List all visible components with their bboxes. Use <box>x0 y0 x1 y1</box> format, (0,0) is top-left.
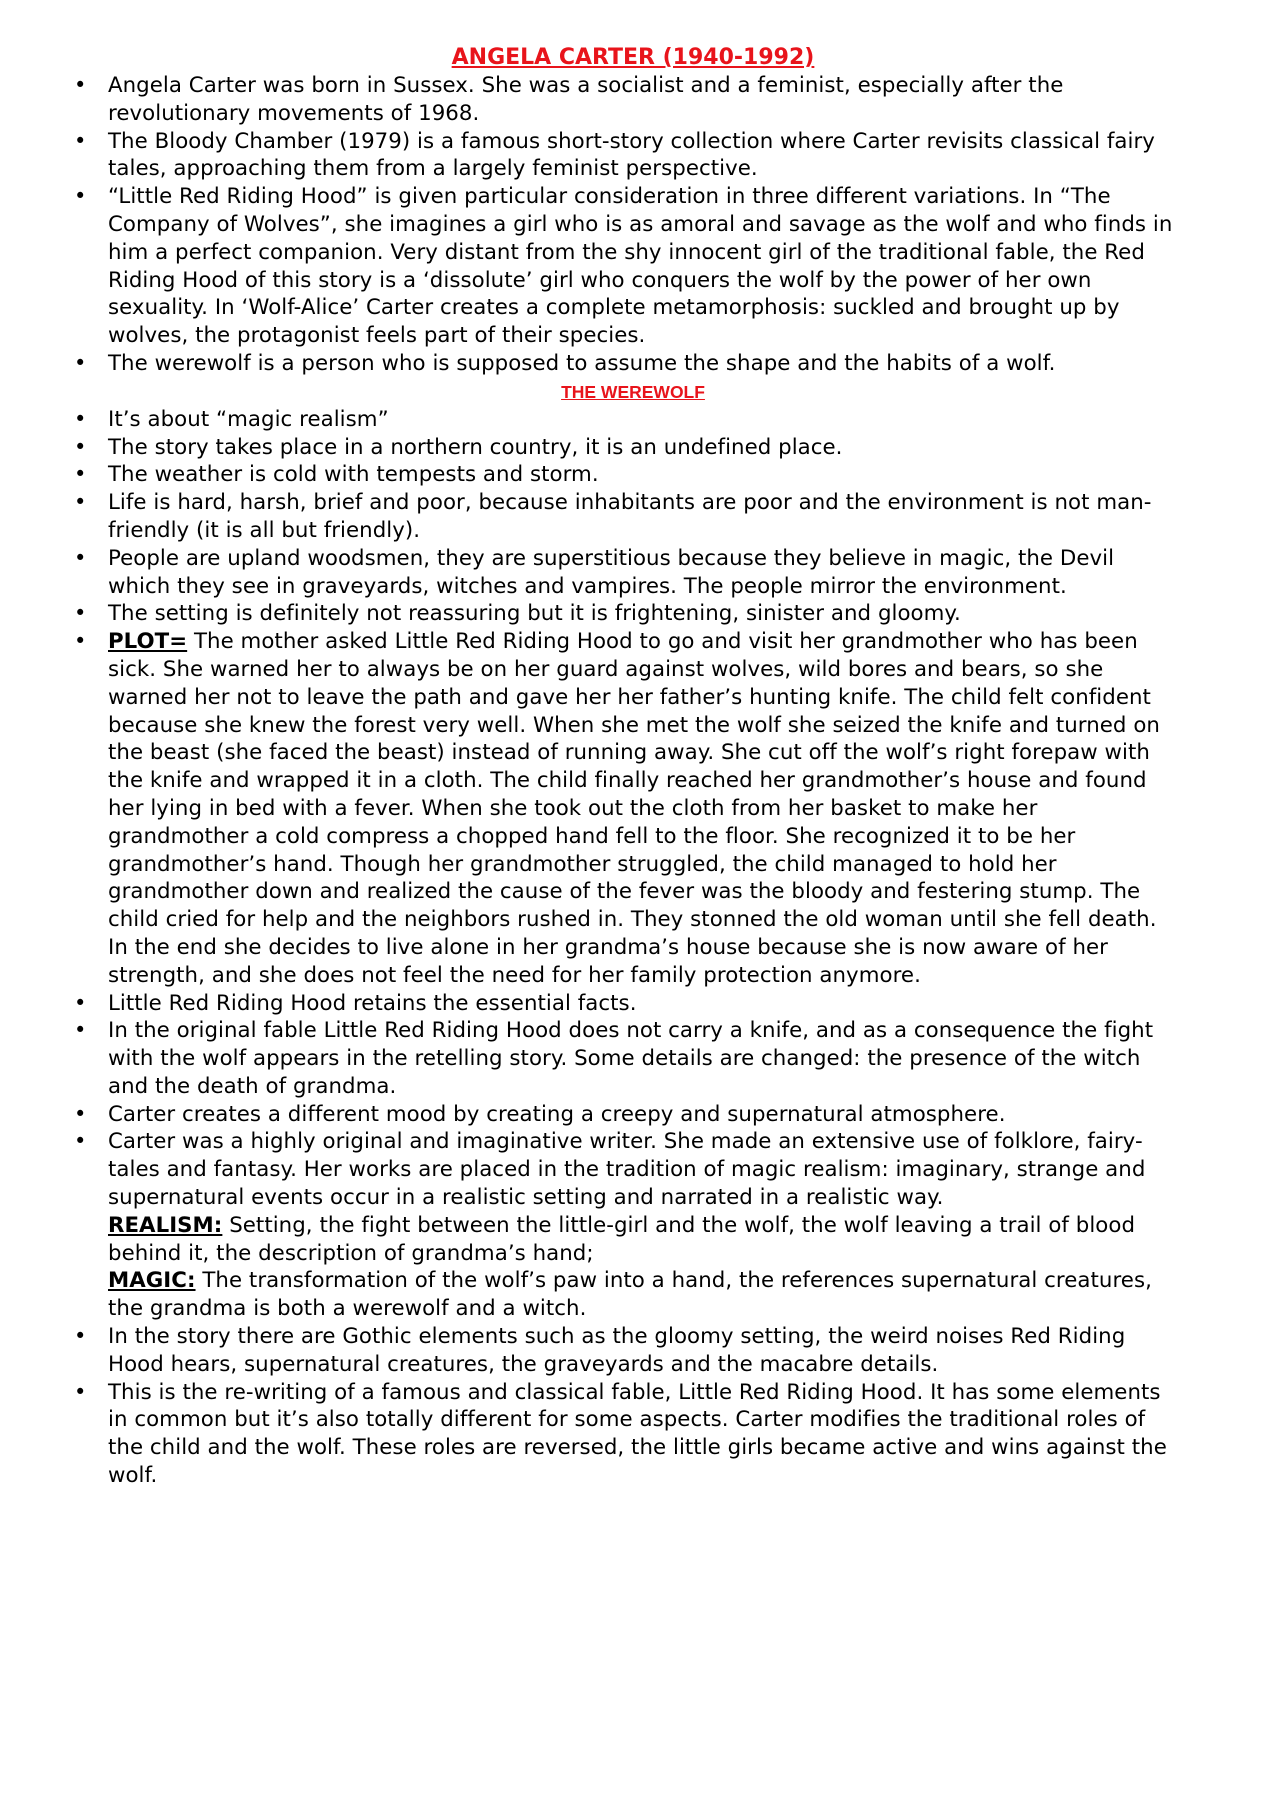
plot-text: The mother asked Little Red Riding Hood to go and visit her grandmother who has been sick. She warned her to always be on her guard against wolves, wild bores and bears, so she warned her not to leave the path and gave her her father’s hunting knife. The child felt confident because she knew the forest very well. When she met the wolf she seized the knife and turned on the beast (she faced the beast) instead of running away. She cut off the wolf’s right forepaw with the knife and wrapped it in a cloth. The child finally reached her grandmother’s house and found her lying in bed with a fever. When she took out the cloth from her basket to make her grandmother a cold compress a chopped hand fell to the floor. She recognized it to be her grandmother’s hand. Though her grandmother struggled, the child managed to hold her grandmother down and realized the cause of the fever was the bloody and festering stump. The child cried for help and the neighbors rushed in. They stonned the old woman until she fell death. In the end she decides to live alone in her grandma’s house because she is now aware of her strength, and she does not feel the need for her family protection anymore. <box>108 629 1160 988</box>
bullet-text: In the original fable Little Red Riding Hood does not carry a knife, and as a consequence the fight with the wolf appears in the retelling story. Some details are changed: the presence of the witch and the death of grandma. <box>108 1018 1154 1099</box>
bullet-text: It’s about “magic realism” <box>108 406 389 432</box>
bullet-icon: • <box>74 1379 87 1404</box>
bullet-text: In the story there are Gothic elements such as the gloomy setting, the weird noises Red Riding Hood hears, supernatural creatures, the graveyards and the macabre details. <box>108 1324 1126 1377</box>
magic-text: The transformation of the wolf’s paw into a hand, the references supernatural creatures, the grandma is both a werewolf and a witch. <box>108 1268 1152 1322</box>
list-item <box>68 1379 1180 1490</box>
bullet-text: Angela Carter was born in Sussex. She was a socialist and a feminist, especially after the revolutionary movements of 1968. <box>108 73 1064 126</box>
realism-line <box>108 1212 1180 1268</box>
bullet-text: The werewolf is a person who is supposed to assume the shape and the habits of a wolf. <box>108 350 1056 376</box>
plot-label: PLOT= <box>108 629 188 655</box>
bullet-text: The story takes place in a northern country, it is an undefined place. <box>108 434 843 460</box>
list-item <box>68 183 1180 350</box>
document-title: ANGELA CARTER (1940-1992) <box>451 45 815 70</box>
bullet-icon: • <box>74 545 87 570</box>
intro-bullet-list <box>68 72 1180 378</box>
list-item <box>68 406 1180 434</box>
realism-label: REALISM: <box>108 1212 223 1238</box>
list-item <box>68 600 1180 628</box>
bullet-icon: • <box>74 1101 87 1126</box>
magic-line <box>108 1267 1180 1323</box>
bullet-icon: • <box>74 1324 87 1349</box>
bullet-text: Carter creates a different mood by creating a creepy and supernatural atmosphere. <box>108 1101 1006 1127</box>
bullet-text: The weather is cold with tempests and storm. <box>108 462 599 488</box>
bullet-icon: • <box>74 184 87 209</box>
list-item <box>68 350 1180 378</box>
list-item <box>68 545 1180 601</box>
bullet-text: Life is hard, harsh, brief and poor, because inhabitants are poor and the environment is not man-friendly (it is all but friendly). <box>108 490 1152 543</box>
bullet-icon: • <box>74 629 87 654</box>
bullet-icon: • <box>74 128 87 153</box>
bullet-icon: • <box>74 350 87 375</box>
magic-label: MAGIC: <box>108 1268 196 1294</box>
bullet-icon: • <box>74 462 87 487</box>
bullet-text: Little Red Riding Hood retains the essential facts. <box>108 990 637 1016</box>
bullet-icon: • <box>74 73 87 97</box>
list-item <box>68 461 1180 489</box>
document-page <box>68 44 1180 1490</box>
bullet-text: People are upland woodsmen, they are superstitious because they believe in magic, the Devil which they see in graveyards, witches and vampires. The people mirror the environment. <box>108 545 1115 599</box>
bullet-text: This is the re-writing of a famous and classical fable, Little Red Riding Hood. It has some elements in common but it’s also totally different for some aspects. Carter modifies the traditional roles of the child and the wolf. These roles are reversed, the little girls became active and wins against the wolf. <box>108 1379 1167 1489</box>
list-item <box>68 128 1180 184</box>
magic-realism-item <box>68 1128 1180 1323</box>
realism-text: Setting, the fight between the little-girl and the wolf, the wolf leaving a trail of blood behind it, the description of grandma’s hand; <box>108 1212 1136 1266</box>
bullet-icon: • <box>74 490 87 515</box>
werewolf-bullet-list <box>68 406 1180 1490</box>
bullet-icon: • <box>74 601 87 626</box>
bullet-icon: • <box>74 434 87 459</box>
magic-realism-text: Carter was a highly original and imaginative writer. She made an extensive use of folklore, fairy-tales and fantasy. Her works are placed in the tradition of magic realism: imaginary, strange and supernatural events occur in a realistic setting and narrated in a realistic way. <box>108 1129 1146 1211</box>
list-item <box>68 434 1180 462</box>
list-item <box>68 990 1180 1018</box>
section-title: THE WEREWOLF <box>561 381 705 402</box>
bullet-icon: • <box>74 990 87 1015</box>
list-item <box>68 1323 1180 1379</box>
bullet-text: The setting is definitely not reassuring but it is frightening, sinister and gloomy. <box>108 601 961 627</box>
bullet-icon: • <box>74 1018 87 1043</box>
bullet-icon: • <box>74 406 87 431</box>
plot-item <box>68 628 1180 989</box>
list-item <box>68 1017 1180 1100</box>
bullet-icon: • <box>74 1129 87 1154</box>
list-item <box>68 489 1180 545</box>
list-item <box>68 1101 1180 1129</box>
bullet-text: The Bloody Chamber (1979) is a famous short-story collection where Carter revisits classical fairy tales, approaching them from a largely feminist perspective. <box>108 128 1155 182</box>
list-item <box>68 72 1180 128</box>
bullet-text: “Little Red Riding Hood” is given particular consideration in three different variations. In “The Company of Wolves”, she imagines a girl who is as amoral and savage as the wolf and who finds in him a perfect companion. Very distant from the shy innocent girl of the traditional fable, the Red Riding Hood of this story is a ‘dissolute’ girl who conquers the wolf by the power of her own sexuality. In ‘Wolf-Alice’ Carter creates a complete metamorphosis: suckled and brought up by wolves, the protagonist feels part of their species. <box>108 184 1173 349</box>
